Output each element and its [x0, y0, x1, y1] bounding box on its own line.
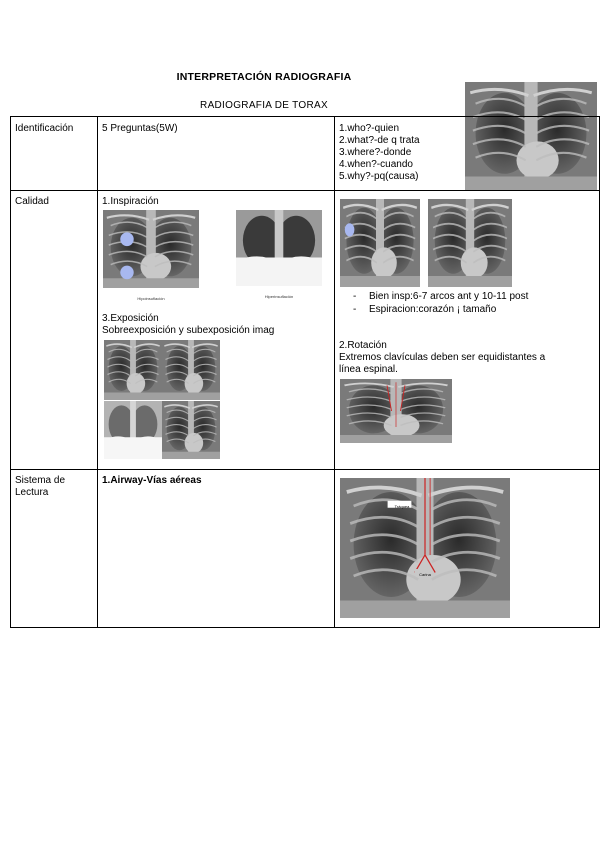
- caption-hipo: Hipoinsuflación: [137, 296, 165, 301]
- page-title: INTERPRETACIÓN RADIOGRAFIA: [176, 71, 352, 83]
- trachea-label: Tráquea: [394, 504, 410, 509]
- cell-calidad-right: [335, 191, 600, 470]
- label-identificacion: Identificación: [11, 117, 98, 191]
- hiperinsuflacion-xray: [236, 210, 322, 286]
- question-item: 5.why?-pq(causa): [339, 171, 419, 182]
- question-item: 1.who?-quien: [339, 123, 400, 134]
- page-subtitle: RADIOGRAFIA DE TORAX: [200, 100, 328, 111]
- rotacion-xray: [340, 379, 452, 443]
- label-calidad: Calidad: [11, 191, 98, 470]
- cell-calidad-middle: [98, 191, 335, 470]
- inspiracion-xray-2: [428, 199, 512, 287]
- exposure-xray-2: [162, 340, 220, 400]
- question-item: 2.what?-de q trata: [339, 135, 420, 146]
- row-calidad: [11, 191, 600, 470]
- carina-label: Carina: [419, 572, 431, 577]
- cell-preguntas: 5 Preguntas(5W): [98, 117, 335, 191]
- question-item: 3.where?-donde: [339, 147, 412, 158]
- exposure-xray-4: [162, 401, 220, 459]
- row-identificacion: [11, 117, 600, 191]
- exposure-xray-1: [104, 340, 162, 400]
- exposure-xray-3: [104, 401, 162, 459]
- exposicion-heading: 3.Exposición: [102, 313, 159, 324]
- cell-airway: [98, 470, 335, 628]
- cell-airway-image: [335, 470, 600, 628]
- row-sistema-lectura: [11, 470, 600, 628]
- rotacion-heading: 2.Rotación: [339, 340, 387, 351]
- bullet-item: - Espiracion:corazón ¡ tamaño: [335, 303, 595, 316]
- cell-questions-list: [335, 117, 600, 191]
- airway-heading: 1.Airway-Vías aéreas: [102, 475, 202, 486]
- airway-xray: [340, 478, 510, 618]
- interpretation-table: [10, 116, 600, 628]
- exposicion-text: Sobreexposición y subexposición imag: [102, 325, 275, 336]
- hipoinsuflacion-xray: [103, 210, 199, 288]
- inspiracion-bullets: [335, 290, 595, 316]
- caption-hiper: Hiperinsuflación: [264, 294, 294, 299]
- rotacion-text-2: línea espinal.: [339, 364, 398, 375]
- question-item: 4.when?-cuando: [339, 159, 413, 170]
- bullet-item: - Bien insp:6-7 arcos ant y 10-11 post: [335, 290, 595, 303]
- inspiracion-heading: 1.Inspiración: [102, 196, 159, 207]
- inspiracion-xray-1: [340, 199, 420, 287]
- rotacion-text-1: Extremos clavículas deben ser equidistantes a: [339, 352, 546, 363]
- label-sistema-lectura: Sistema de Lectura: [11, 470, 98, 628]
